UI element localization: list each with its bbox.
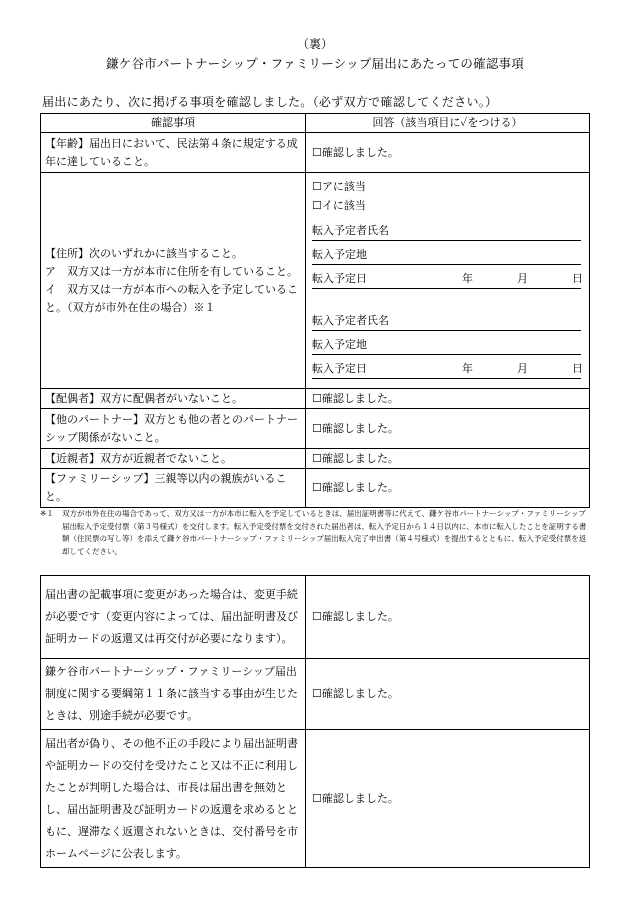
place-label: 転入予定地 xyxy=(312,338,367,351)
footnote-mark: ※１ xyxy=(40,509,54,518)
row-spouse xyxy=(41,389,590,409)
age-check[interactable]: ☐確認しました。 xyxy=(306,133,590,173)
row-relative xyxy=(41,449,590,469)
fraud-check[interactable]: ☐確認しました。 xyxy=(306,730,590,868)
row-address xyxy=(41,173,590,389)
age-item: 【年齢】届出日において、民法第４条に規定する成年に達していること。 xyxy=(41,133,306,173)
name-field-2[interactable] xyxy=(312,312,581,331)
change-procedure-check[interactable]: ☐確認しました。 xyxy=(306,576,590,659)
name-field-1[interactable] xyxy=(312,222,581,241)
row-age xyxy=(41,133,590,173)
spouse-check[interactable]: ☐確認しました。 xyxy=(306,389,590,409)
address-line-1: 【住所】次のいずれかに該当すること。 xyxy=(45,246,243,260)
date-field-2[interactable] xyxy=(312,360,581,379)
footnote-text: 双方が市外在住の場合であって、双方又は一方が本市に転入を予定しているときは、届出証明書等に代えて、鎌ケ谷市パートナーシップ・ファミリーシップ届出転入予定受付票（第３号様式）を交付します。転入予定受付票を交付された届出者は、転入予定日から１４日以内に、本市に転入したことを証明する書類（住民票の写し等）を添えて鎌ケ谷市パートナーシップ・ファミリーシップ届出転入完了申出書（第４号様式）を提出するとともに、転入予定受付票を返却してください。 xyxy=(62,509,587,556)
other-partner-check[interactable]: ☐確認しました。 xyxy=(306,409,590,449)
option-a-check[interactable]: ☐アに該当 xyxy=(312,180,366,193)
month-label: 月 xyxy=(517,272,528,285)
fraud-item: 届出者が偽り、その他不正の手段により届出証明書や証明カードの交付を受けたこと又は不正に利用したことが判明した場合は、市長は届出書を無効とし、届出証明書及び証明カードの返還を求めるとともに、遅滞なく返還されないときは、交付番号を市ホームページに公表します。 xyxy=(41,730,306,868)
familyship-check[interactable]: ☐確認しました。 xyxy=(306,469,590,508)
spouse-item: 【配偶者】双方に配偶者がいないこと。 xyxy=(41,389,306,409)
row-familyship xyxy=(41,469,590,508)
footnote xyxy=(40,508,588,558)
confirmation-table xyxy=(40,113,590,508)
back-side-label: （裏） xyxy=(296,37,333,51)
address-line-3: イ 双方又は一方が本市への転入を予定していること。（双方が市外在住の場合）※１ xyxy=(45,282,298,314)
date-label: 転入予定日 xyxy=(312,362,367,375)
other-partner-item: 【他のパートナー】双方とも他の者とのパートナーシップ関係がないこと。 xyxy=(41,409,306,449)
table-row xyxy=(41,659,590,730)
col-header-item: 確認事項 xyxy=(41,114,306,133)
place-field-2[interactable] xyxy=(312,336,581,355)
year-label: 年 xyxy=(462,362,473,375)
address-answer xyxy=(306,173,590,389)
day-label: 日 xyxy=(572,362,583,375)
name-label: 転入予定者氏名 xyxy=(312,314,389,327)
date-field-1[interactable] xyxy=(312,270,581,289)
intro-text: 届出にあたり、次に掲げる事項を確認しました。（必ず双方で確認してください。） xyxy=(42,95,498,109)
option-i-check[interactable]: ☐イに該当 xyxy=(312,199,366,212)
table-row xyxy=(41,576,590,659)
row-other-partner xyxy=(41,409,590,449)
page-title: 鎌ケ谷市パートナーシップ・ファミリーシップ届出にあたっての確認事項 xyxy=(106,56,524,71)
place-field-1[interactable] xyxy=(312,246,581,265)
day-label: 日 xyxy=(572,272,583,285)
familyship-item: 【ファミリーシップ】三親等以内の親族がいること。 xyxy=(41,469,306,508)
article11-item: 鎌ケ谷市パートナーシップ・ファミリーシップ届出制度に関する要綱第１１条に該当する事由が生じたときは、別途手続が必要です。 xyxy=(41,659,306,730)
month-label: 月 xyxy=(517,362,528,375)
col-header-answer: 回答（該当項目に✓をつける） xyxy=(306,114,590,133)
year-label: 年 xyxy=(462,272,473,285)
address-item xyxy=(41,173,306,389)
place-label: 転入予定地 xyxy=(312,248,367,261)
article11-check[interactable]: ☐確認しました。 xyxy=(306,659,590,730)
date-label: 転入予定日 xyxy=(312,272,367,285)
address-line-2: ア 双方又は一方が本市に住所を有していること。 xyxy=(45,264,298,278)
relative-check[interactable]: ☐確認しました。 xyxy=(306,449,590,469)
name-label: 転入予定者氏名 xyxy=(312,224,389,237)
relative-item: 【近親者】双方が近親者でないこと。 xyxy=(41,449,306,469)
change-procedure-item: 届出書の記載事項に変更があった場合は、変更手続が必要です（変更内容によっては、届出証明書及び証明カードの返還又は再交付が必要になります）。 xyxy=(41,576,306,659)
procedure-table xyxy=(40,575,590,868)
table-row xyxy=(41,730,590,868)
